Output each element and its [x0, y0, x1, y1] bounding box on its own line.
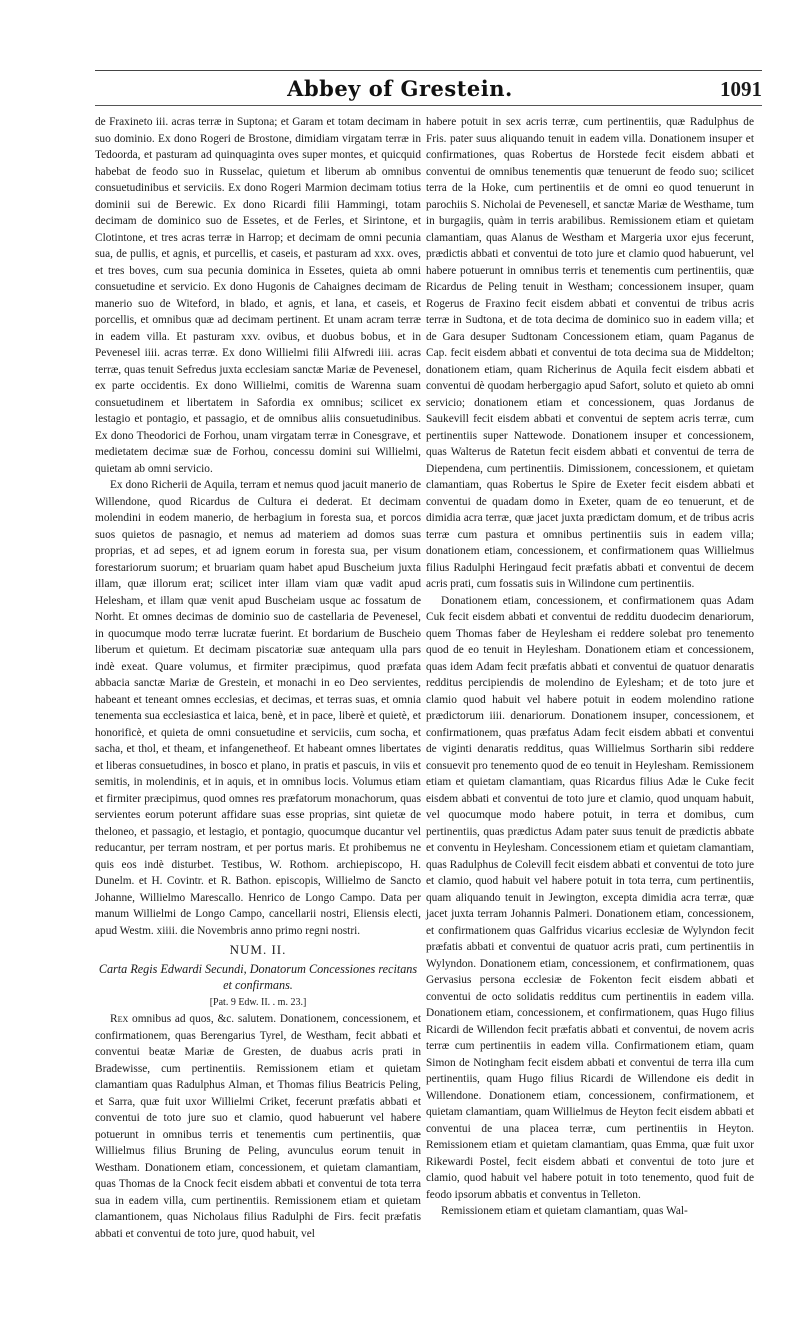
running-title: Abbey of Grestein. — [287, 76, 513, 101]
charter-heading: Carta Regis Edwardi Secundi, Donatorum Concessiones recitans et confirmans. — [98, 961, 418, 992]
top-rule — [95, 70, 762, 71]
lead-word: Rex — [110, 1013, 129, 1025]
paragraph: de Fraxineto iii. acras terræ in Suptona; et Garam et totam decimam in suo dominio. Ex dono Rogeri de Brostone, dimidiam virgatam terræ in Tedoorda, et pasturam ad quinquaginta oves super montes, et quicquid habebat de feodo suo in Russelac, quietum et liberum ab omnibus consuetudinibus et serviciis. Ex dono Rogeri Marmion decimam totius dominii sui de Berewic. Ex dono Ricardi filii Hammingi, totam decimam de dominico suo de Essetes, et de Ferles, et Sirintone, et Clotintone, et tres acras terræ in Harrop; et decimam de omni pecunia sua, de pullis, et agnis, et purcellis, et caseis, et pasturam ad xxx. oves, et tres boves, cum sua pecunia dominica in Essetes, quieta ab omni consuetudine et servicio. Ex dono Hugonis de Cahaignes decimam de manerio suo de Witeford, in blado, et agnis, et lana, et caseis, et porcellis, et omnibus quæ ad decimam pertinent. Et unam acram terræ in eadem villa. Et pasturam xxv. ovibus, et duobus bobus, et in Pevenesel iiii. acras terræ. Ex dono Willielmi filii Alfwredi iiii. acras terræ, quas tenuit Sefredus juxta ecclesiam sanctæ Mariæ de Pevenesel, ex parte occidentis. Ex dono Willielmi, comitis de Warenna suam consuetudinem et libertatem in Safordia ex omnibus; scilicet ex lestagio et pontagio, et passagio, et de omnibus aliis consuetudinibus. Ex dono Theodorici de Forhou, unam virgatam terræ in Conesgrave, et medietatem decimæ suæ de Forhou, concessu domini sui Willielmi, quietam ab omni servicio. — [95, 116, 421, 475]
page-number: 1091 — [720, 77, 762, 101]
paragraph: Ex dono Richerii de Aquila, terram et nemus quod jacuit manerio de Willendone, quod Ricardus de Cultura ei dederat. Et decimam molendini in eodem manerio, de herbagium in foresta sua, et porcos suos quietos de pasnagio, et nemus ad materiem ad domos suas proprias, et ad sepes, et ad ignem eorum in foresta sua, per visum forestariorum suorum; et bruariam quam habet apud Buscheium juxta illam, quæ illorum erat; scilicet inter illam viam quæ vadit apud Helesham, et illam quæ venit apud Buscheiam usque ac fossatum de Norht. Et omnes decimas de dominio suo de castellaria de Pevenesel, in quocumque modo terræ lucratæ fuerint. Et bordarium de Buscheio liberum et quietum. Et decimam piscatoriæ suæ antequam ulla pars indè exeat. Quare volumus, et firmiter præcipimus, quod præfata abbacia sanctæ Mariæ de Grestein, et monachi in eo Deo servientes, habeant et teneant omnes ecclesias, et decimas, et terras suas, et omnia tenementa sua ecclesiastica et laica, benè, et in pace, liberè et quietè, et honorificè, et quieta de omni consuetudine et serviciis, cum socha, et sacha, et thol, et theam, et infangenetheof. Et habeant omnes libertates et liberas consuetudines, in bosco et plano, in pratis et pascuis, in viis et semitis, in molendinis, et in aquis, et in omnibus locis. Volumus etiam et firmiter præcipimus, quod omnes res præfatorum monachorum, quas servientes eorum poterunt affidare suas esse proprias, sint quietæ de theloneo, et passagio, et lestagio, et pontagio, quocumque ducantur vel reducantur, per terram nostram, et per portus maris. Et prohibemus ne quis eos indè disturbet. Testibus, W. Rothom. archiepiscopo, H. Dunelm. et H. Covintr. et R. Bathon. episcopis, Willielmo de Sancto Johanne, Willielmo Marescallo. Henrico de Longo Campo. Data per manum Willielmi de Longo Campo, cancellarii nostri, Eliensis electi, apud Westm. xiiii. die Novembris anno primo regni nostri. — [95, 479, 421, 937]
right-column — [426, 114, 754, 1220]
paragraph: habere potuit in sex acris terræ, cum pertinentiis, quæ Radulphus de Fris. pater suus aliquando tenuit in eadem villa. Donationem insuper et confirmationes, quas Robertus de Horstede fecit eisdem abbati et conventui de omnibus tenementis quæ tenuerunt de feodo suo; scilicet terra de la Hoke, cum pertinentiis et de omni eo quod tenuerunt in parochiis S. Nicholai de Pevenesell, et sanctæ Mariæ de Westhame, tum in burgagiis, quàm in terris arabilibus. Remissionem etiam et quietam clamantiam, quas Alanus de Westham et Margeria uxor ejus fecerunt, prædictis abbati et conventui de toto jure et clamio quod habuerunt, vel habere potuerunt in omnibus terris et tenementis cum pertinentiis, quæ Ricardus de Peling tenuit in Westham; concessionem insuper, quam Rogerus de Fraxino fecit eisdem abbati et conventui de tribus acris terræ in Sudtona, et de tota decima de dominico suo in eadem villa; et de Gara desuper Sudtonam Concessionem etiam, quam Paganus de Cap. fecit eisdem abbati et conventui de tota decima sua de Middelton; donationem etiam, quam Richerinus de Aquila fecit eisdem abbati et conventui dè quodam herbergagio apud Safort, soluto et quieto ab omni servicio; donationem etiam et concessionem, quas Jordanus de Saukevill fecit eisdem abbati et conventui de septem acris terræ, cum pertinentiis super Nattewode. Donationem insuper et concessionem, quas Walterus de Ratetun fecit eisdem abbati et conventui de terra de Diependena, cum pertinentiis. Dimissionem, concessionem, et quietam clamantiam, quas Robertus le Spire de Exeter fecit eisdem abbati et conventui de quadam domo in Exeter, quam de eo tenuerunt, et de dimidia acra terræ, quæ jacet juxta prædictam domum, et de tribus acris terræ cum pastura et omnibus pertinentiis suis in eadem villa; donationem etiam, concessionem, et confirmationem quas Willielmus filius Radulphi Heringaud fecit præfatis abbati et conventui de decem acris prati, cum fossatis suis in Wilindone cum pertinentiis. — [426, 116, 754, 590]
charter-reference: [Pat. 9 Edw. II. . m. 23.] — [209, 996, 307, 1008]
left-column — [95, 114, 421, 1242]
paragraph — [95, 1011, 421, 1242]
section-number: NUM. II. — [229, 942, 287, 957]
paragraph: Remissionem etiam et quietam clamantiam, quas Wal- — [441, 1205, 688, 1217]
paragraph-body: omnibus ad quos, &c. salutem. Donationem, concessionem, et confirmationem, quas Berengarius Tyrel, de Westham, fecit abbati et conventui beatæ Mariæ de Gresten, de duabus acris prati in Bradewisse, cum pertinentiis. Remissionem etiam et quietam clamantiam quas Radulphus Alman, et Thomas filius Beatricis Peling, et Sarra, quæ fuit uxor Willielmi Criket, fecerunt præfatis abbati et conventui de toto jure suo et clamio, quod habuerunt vel habere potuerunt in omnibus terris et tenementis cum pertinentiis, quæ Willielmus filius Bruning de Peling, avunculus eorum tenuit in Westham. Donationem etiam, concessionem, et quietam clamantiam, quas Thomas de la Cnock fecit eisdem abbati et conventui de tota terra sua in eadem villa, cum pertinentiis. Remissionem etiam et quietam clamantionem, quas Nicholaus filius Radulphi de Firs. fecit præfatis abbati et conventui de toto jure, quod habuit, vel — [95, 1013, 421, 1240]
header-rule — [95, 105, 762, 106]
paragraph: Donationem etiam, concessionem, et confirmationem quas Adam Cuk fecit eisdem abbati et conventui de redditu duodecim denariorum, quem Thomas faber de Heylesham ei reddere solebat pro tenemento quod de eo tenuit in Heylesham. Donationem etiam et concessionem, quas idem Adam fecit præfatis abbati et conventui de quatuor denaratis redditus percipiendis de molendino de Eylesham; et de toto jure et clamio quod habuit vel habere potuit in eodem molendino ratione prædictorum iiii. denariorum. Donationem insuper, concessionem, et confirmationem, quas præfatus Adam fecit eisdem abbati et conventui de viginti denaratis redditus, quas Willielmus Sortharin sibi reddere consuevit pro tenemento quod de eo tenuit in Heylesham. Remissionem etiam et quietam clamantiam, quas Ricardus filius Adæ le Cuke fecit eisdem abbati et conventui de toto jure et clamio, quod unquam habuit, vel quocumque modo habere potuit, in terra et domibus, cum pertinentiis, quas prædictus Adam pater suus tenuit de prædictis abbate et conventu in Heylesham. Concessionem etiam et quietam clamantiam, quas Radulphus de Colevill fecit eisdem abbati et conventui de toto jure et clamio, quod habuit vel habere potuit in tota terra, cum pertinentiis, quam aliquando tenuit in Jewington, excepta dimidia acra terræ, quæ jacet juxta terram Johannis Palmeri. Donationem etiam, concessionem, et confirmationem quas Galfridus vicarius ecclesiæ de Wylyndon fecit præfatis abbati et conventui de quatuor acris prati, cum pertinentiis in Wylyndon. Donationem etiam, concessionem, et confirmationem, quas Gervasius persona ecclesiæ de Fokenton fecit eisdem abbati et conventui de octo solidatis redditus cum pertinentiis in eadem villa. Donationem etiam, concessionem, et confirmationem, quas Hugo filius Ricardi de Willendon fecit præfatis abbati et conventui, de novem acris terræ cum pertinentiis in eadem villa. Confirmationem etiam, quam Simon de Notingham fecit eisdem abbati et conventui de terra illa cum pertinentiis, quam Hugo filius Ricardi de Willendone eis dedit in Willendone. Donationem etiam, concessionem, confirmationem, et quietam clamantiam, quam Willielmus de Heyton fecit eisdem abbati et conventui de una placea terræ, cum pertinentiis in Heyton. Remissionem etiam et quietam clamantiam, quas Emma, quæ fuit uxor Rikewardi Postel, fecit eisdem abbati et conventui de toto jure et clamio, quod habuit vel habere potuit in toto tenemento, quod fuit de feodo ipsorum abbatis et conventus in Telleton. — [426, 594, 754, 1201]
